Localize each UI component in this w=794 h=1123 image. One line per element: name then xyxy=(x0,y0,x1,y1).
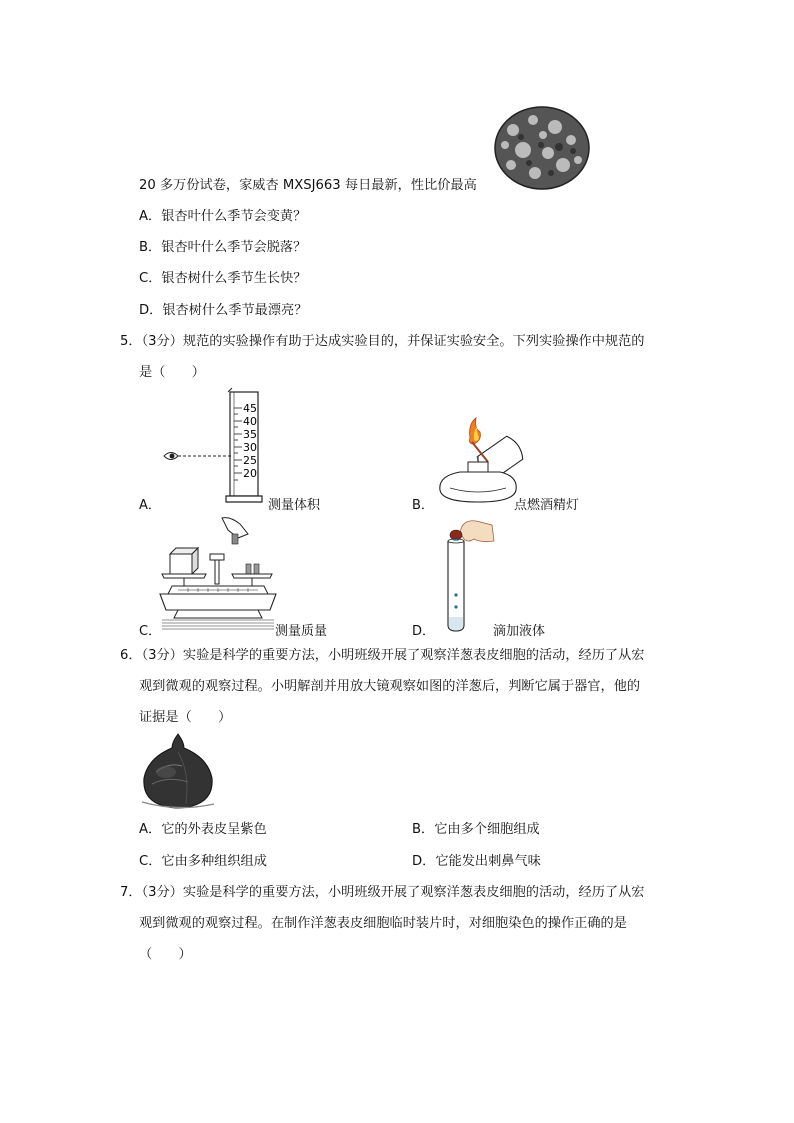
q5-option-a-caption: 测量体积 xyxy=(268,498,321,513)
q5-option-c-caption: 测量质量 xyxy=(275,624,328,639)
q5-option-c-letter[interactable]: C． xyxy=(139,624,162,639)
q5-stem-line1: 5．（3分）规范的实验操作有助于达成实验目的，并保证实验安全。下列实验操作中规范的 xyxy=(120,334,645,349)
q6-option-c[interactable]: C．它由多种组织组成 xyxy=(139,854,267,869)
cylinder-tick: 45 xyxy=(243,402,257,415)
onion-photo xyxy=(138,732,218,810)
q6-stem-line2: 观到微观的观察过程。小明解剖并用放大镜观察如图的洋葱后，判断它属于器官，他的 xyxy=(139,679,641,694)
dropper-test-tube-figure xyxy=(432,515,496,635)
q6-option-d[interactable]: D．它能发出刺鼻气味 xyxy=(412,854,541,869)
intro-line: 20 多万份试卷，家威杏 MXSJ663 每日最新，性比价最高 xyxy=(139,178,477,193)
cylinder-tick: 25 xyxy=(243,454,257,467)
balance-scale-figure xyxy=(158,514,278,632)
q4-option-c[interactable]: C．银杏树什么季节生长快？ xyxy=(139,271,307,286)
cylinder-tick: 30 xyxy=(243,441,257,454)
cylinder-tick: 40 xyxy=(243,415,257,428)
cylinder-tick: 20 xyxy=(243,467,257,480)
q4-option-b[interactable]: B．银杏叶什么季节会脱落？ xyxy=(139,240,307,255)
q5-option-b-letter[interactable]: B． xyxy=(412,498,434,513)
q7-stem-line1: 7．（3分）实验是科学的重要方法，小明班级开展了观察洋葱表皮细胞的活动，经历了从宏 xyxy=(120,885,645,900)
q6-option-a[interactable]: A．它的外表皮呈紫色 xyxy=(139,822,267,837)
q4-option-d[interactable]: D．银杏树什么季节最漂亮？ xyxy=(139,303,308,318)
leaf-texture-photo xyxy=(493,105,591,191)
q7-stem-line3: （ ） xyxy=(139,947,192,962)
q6-option-b[interactable]: B．它由多个细胞组成 xyxy=(412,822,540,837)
q7-stem-line2: 观到微观的观察过程。在制作洋葱表皮细胞临时装片时，对细胞染色的操作正确的是 xyxy=(139,916,627,931)
q5-option-a-letter[interactable]: A． xyxy=(139,498,161,513)
cylinder-tick: 35 xyxy=(243,428,257,441)
q5-option-b-caption: 点燃酒精灯 xyxy=(514,498,580,513)
q5-option-d-caption: 滴加液体 xyxy=(493,624,546,639)
q4-option-a[interactable]: A．银杏叶什么季节会变黄？ xyxy=(139,209,307,224)
graduated-cylinder-figure xyxy=(160,388,270,506)
eye-icon xyxy=(164,453,178,460)
q5-option-d-letter[interactable]: D． xyxy=(412,624,436,639)
q6-stem-line3: 证据是（ ） xyxy=(139,710,232,725)
q6-stem-line1: 6．（3分）实验是科学的重要方法，小明班级开展了观察洋葱表皮细胞的活动，经历了从宏 xyxy=(120,648,645,663)
q5-stem-line2: 是（ ） xyxy=(139,365,205,380)
